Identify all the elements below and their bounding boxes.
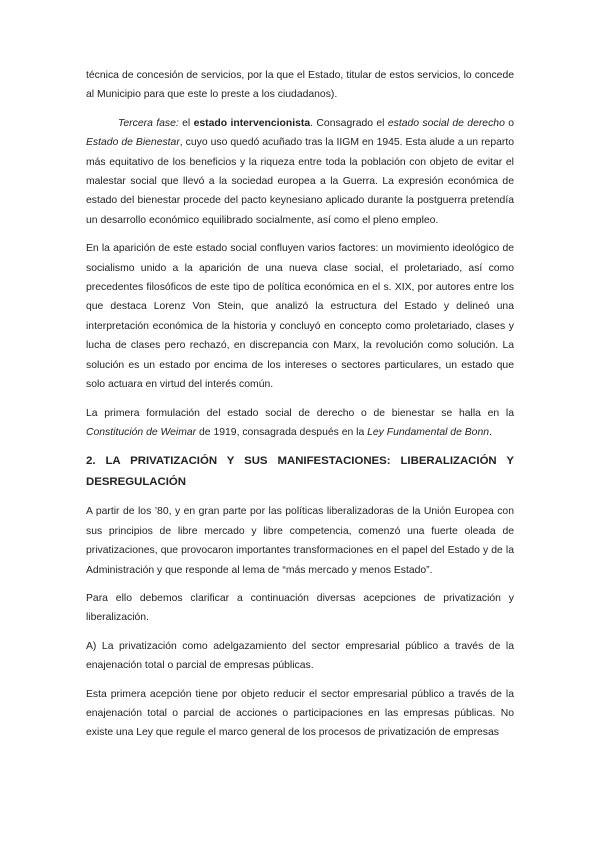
paragraph-estado-social: En la aparición de este estado social confluyen varios factores: un movimiento ideológico de socialismo unido a la aparición de una nueva clase social, el proletariado, así como precedentes filosóficos de este tipo de política económica en el s. XIX, por autores entre los que destaca Lorenz Von Stein, que analizó la estructura del Estado y delineó una interpretación económica de la historia y concluyó en concepto como proletariado, clases y lucha de clases pero rechazó, en discrepancia con Marx, la revolución como solución. La solución es un estado por encima de los intereses o sectores particulares, un estado que solo actuara en virtud del interés común. — [86, 243, 514, 391]
section-heading-privatizacion: 2. LA PRIVATIZACIÓN Y SUS MANIFESTACIONES: LIBERALIZACIÓN Y DESREGULACIÓN — [86, 455, 514, 489]
tercera-fase-label: Tercera fase: — [118, 117, 179, 129]
paragraph-acepciones: Para ello debemos clarificar a continuación diversas acepciones de privatización y liberalización. — [86, 592, 514, 624]
paragraph-primera-acepcion: Esta primera acepción tiene por objeto reducir el sector empresarial público a través de la enajenación total o parcial de acciones o participaciones en las empresas públicas. No existe una Ley que regule el marco general de los procesos de privatización de empresas — [86, 688, 514, 739]
estado-intervencionista-term: estado intervencionista — [193, 117, 311, 129]
paragraph-a-partir-80: A partir de los ’80, y en gran parte por las políticas liberalizadoras de la Unión Europea con sus principios de libre mercado y libre competencia, comenzó una fuerte oleada de privatizaciones, que provocaron importantes transformaciones en el papel del Estado y de la Administración y que responde al lema de “más mercado y menos Estado”. — [86, 506, 514, 576]
paragraph-tercera-fase: Tercera fase: el estado intervencionista. Consagrado el estado social de derecho o Estado de Bienestar, cuyo uso quedó acuñado tras la IIGM en 1945. Esta alude a un reparto más equitativo de los beneficios y la riqueza entre toda la población con objeto de evitar el malestar social que llevó a la sociedad europea a la Guerra. La expresión económica de estado del bienestar procede del pacto keynesiano aplicado durante la postguerra pretendía un desarrollo económico equilibrado socialmente, así como el pleno empleo. — [86, 117, 515, 226]
ley-fundamental-bonn: Ley Fundamental de Bonn — [367, 426, 490, 438]
paragraph-privatizacion-a: A) La privatización como adelgazamiento del sector empresarial público a través de la enajenación total o parcial de empresas públicas. — [86, 640, 514, 672]
paragraph-primera-formulacion: La primera formulación del estado social de derecho o de bienestar se halla en la Constitución de Weimar de 1919, consagrada después en la Ley Fundamental de Bonn. — [86, 407, 514, 438]
paragraph-concesion: técnica de concesión de servicios, por la que el Estado, titular de estos servicios, lo concede al Municipio para que este lo preste a los ciudadanos). — [86, 70, 514, 101]
constitucion-weimar: Constitución de Weimar — [86, 426, 197, 438]
